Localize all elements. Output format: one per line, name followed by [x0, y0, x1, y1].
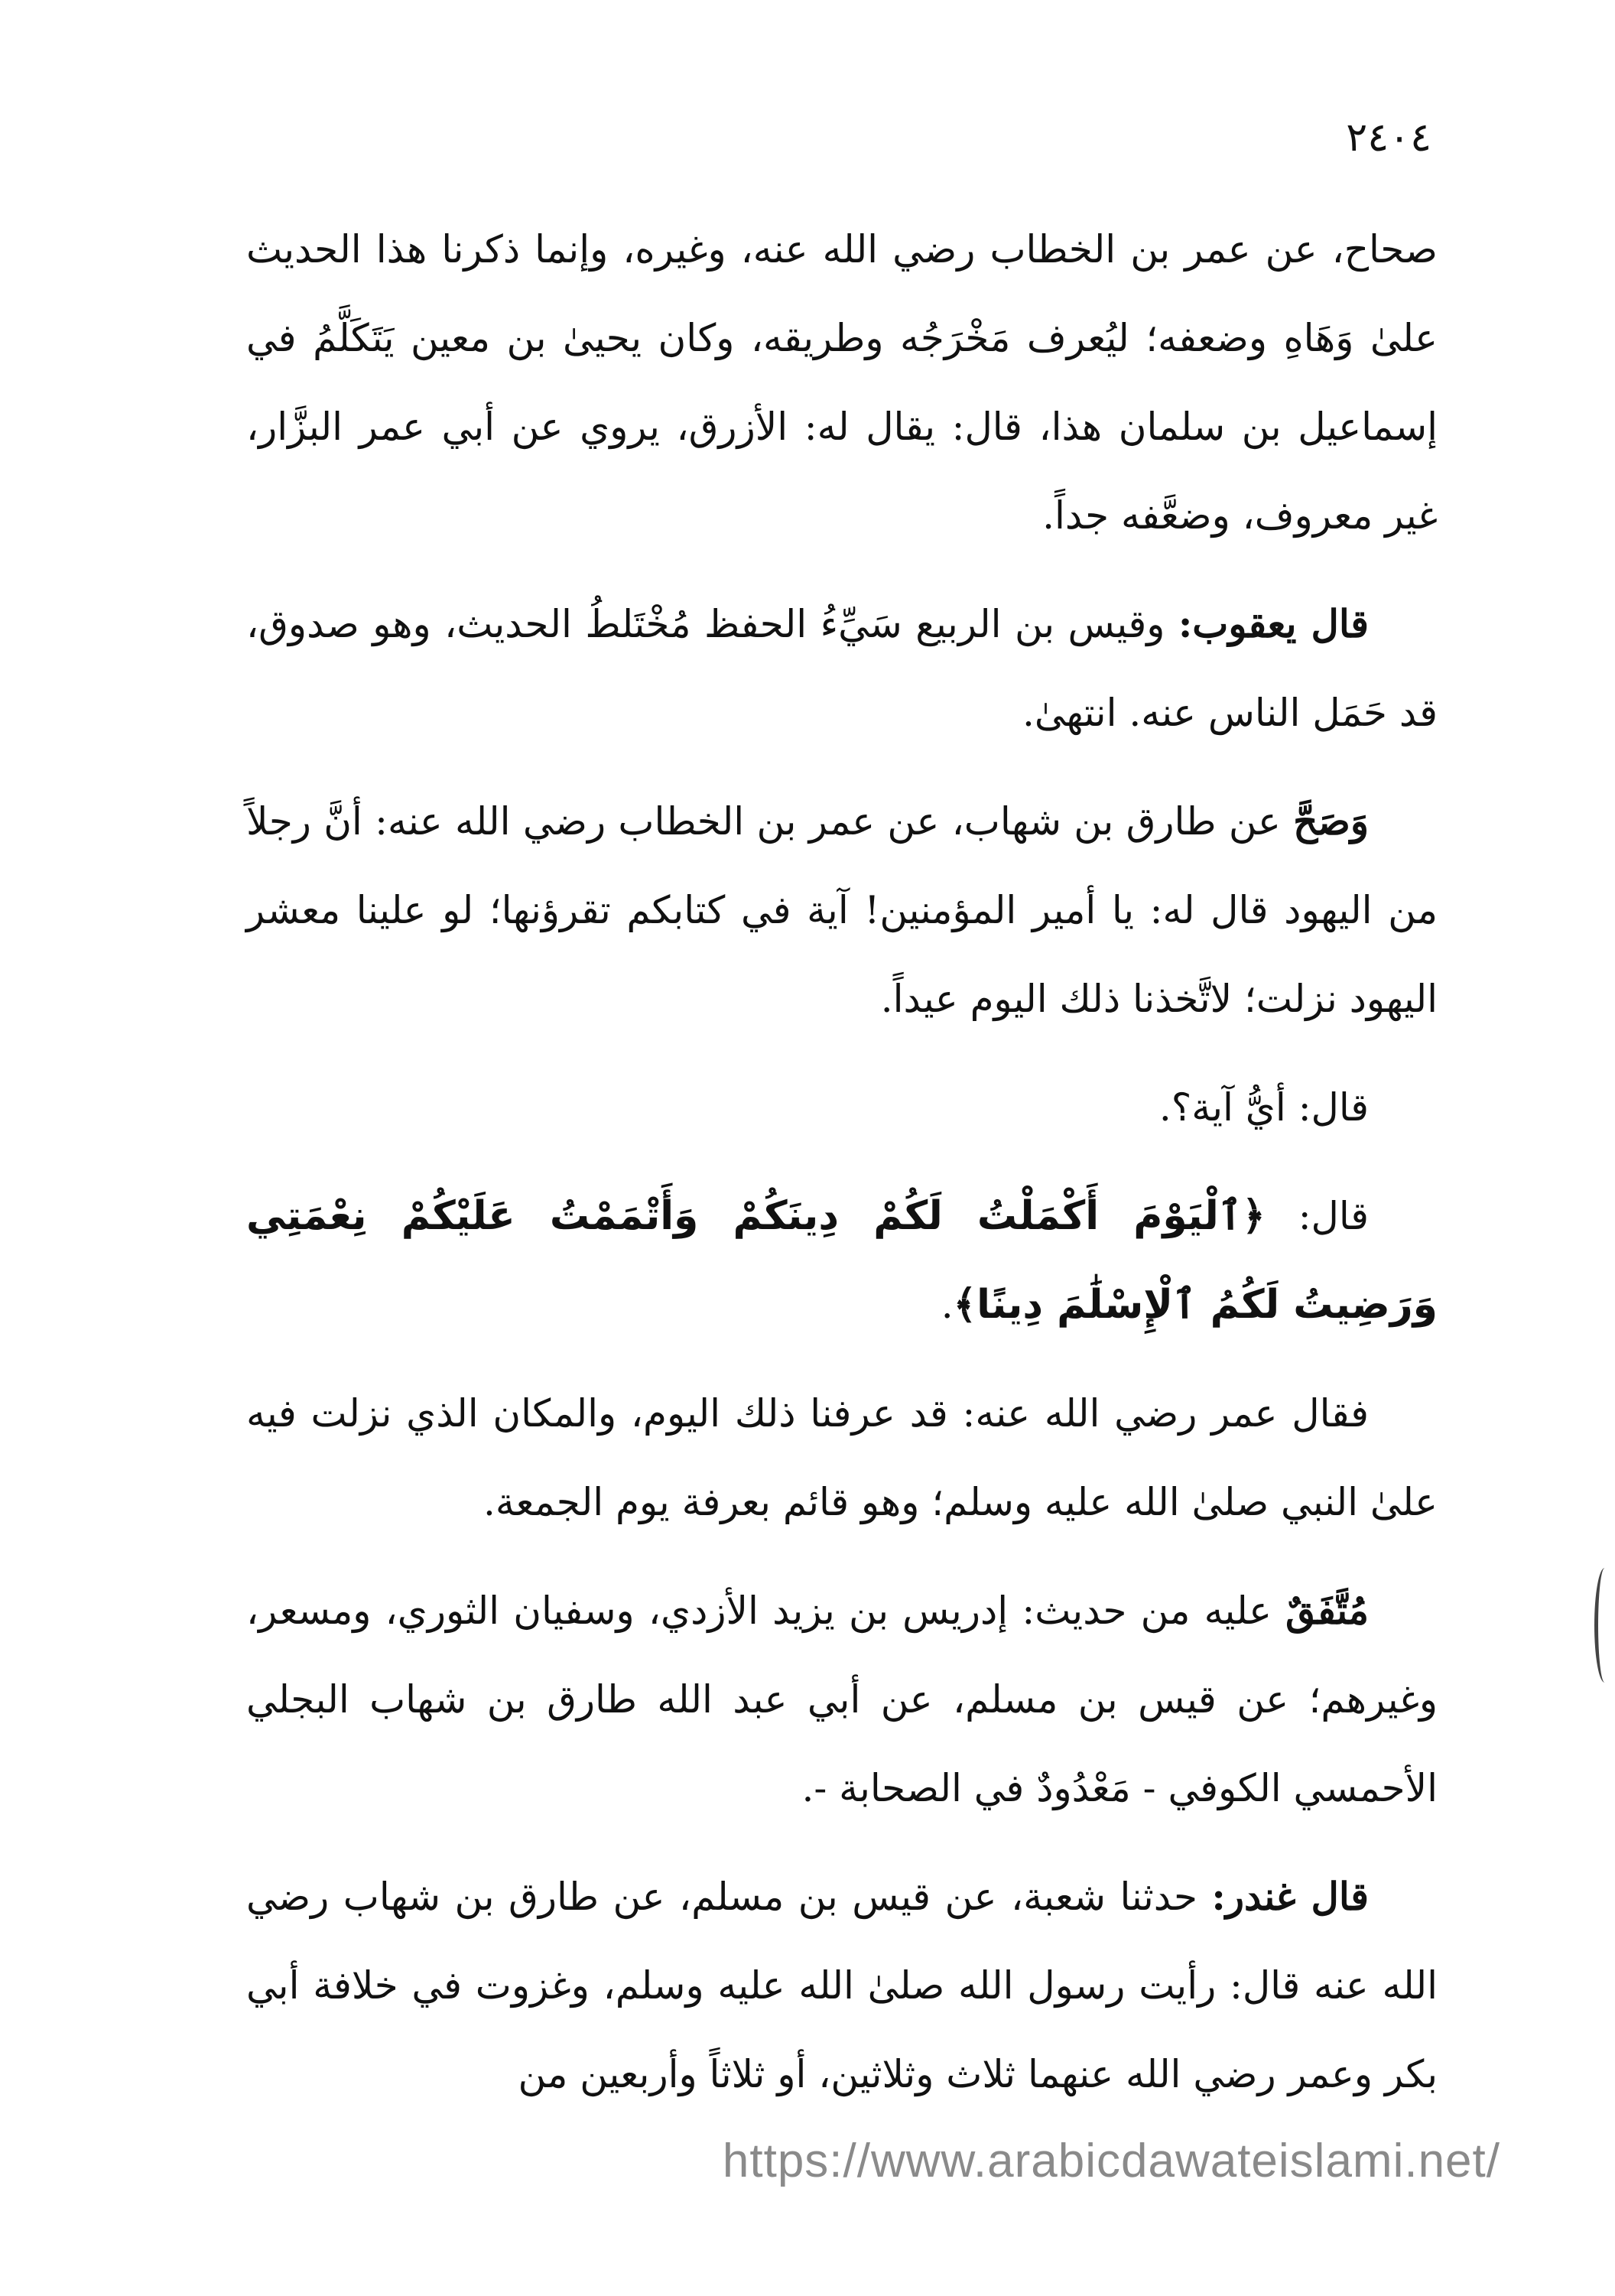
paragraph-4	[246, 1063, 1438, 1152]
paragraph-text: حدثنا شعبة، عن قيس بن مسلم، عن طارق بن شهاب رضي الله عنه قال: رأيت رسول الله صلىٰ الله عليه وسلم، وغزوت في خلافة أبي بكر وعمر رضي الله عنهما ثلاث وثلاثين، أو ثلاثاً وأربعين من	[246, 1875, 1438, 2096]
paragraph-lead: قال يعقوب:	[1178, 601, 1369, 646]
paragraph-5	[246, 1172, 1438, 1349]
paragraph-text: عليه من حديث: إدريس بن يزيد الأزدي، وسفيان الثوري، ومسعر، وغيرهم؛ عن قيس بن مسلم، عن أبي عبد الله طارق بن شهاب البجلي الأحمسي الكوفي - مَعْدُودٌ في الصحابة -.	[246, 1589, 1438, 1810]
paragraph-text: قال:	[1265, 1194, 1370, 1238]
scan-edge-mark	[1594, 1568, 1615, 1683]
paragraph-tail: .	[941, 1283, 954, 1327]
paragraph-text: وقيس بن الربيع سَيِّءُ الحفظ مُخْتَلطُ الحديث، وهو صدوق، قد حَمَل الناس عنه. انتهىٰ.	[246, 602, 1438, 735]
paragraph-2	[246, 580, 1438, 757]
page-number: ٢٤٠٤	[1346, 115, 1431, 161]
paragraph-3	[246, 777, 1438, 1043]
quran-verse: ﴿ٱلْيَوْمَ أَكْمَلْتُ لَكُمْ دِينَكُمْ وَأَتْمَمْتُ عَلَيْكُمْ نِعْمَتِي وَرَضِيتُ لَكُمُ ٱلْإِسْلَٰمَ دِينًا﴾	[246, 1193, 1438, 1328]
paragraph-lead: مُتَّفَقٌ	[1285, 1588, 1369, 1633]
paragraph-text: صحاح، عن عمر بن الخطاب رضي الله عنه، وغيره، وإنما ذكرنا هذا الحديث علىٰ وَهَاهِ وضعفه؛ ليُعرف مَخْرَجُه وطريقه، وكان يحيىٰ بن معين يَتَكَلَّمُ في إسماعيل بن سلمان هذا، قال: يقال له: الأزرق، يروي عن أبي عمر البزَّار، غير معروف، وضعَّفه جداً.	[246, 227, 1438, 538]
paragraph-1	[246, 205, 1438, 560]
source-url: https://www.arabicdawateislami.net/	[722, 2135, 1500, 2187]
paragraph-text: عن طارق بن شهاب، عن عمر بن الخطاب رضي الله عنه: أنَّ رجلاً من اليهود قال له: يا أمير المؤمنين! آية في كتابكم تقرؤنها؛ لو علينا معشر اليهود نزلت؛ لاتَّخذنا ذلك اليوم عيداً.	[246, 799, 1438, 1021]
paragraph-7	[246, 1566, 1438, 1833]
paragraph-text: قال: أيُّ آية؟.	[1158, 1085, 1369, 1130]
body-text	[246, 205, 1438, 2138]
paragraph-8	[246, 1852, 1438, 2119]
paragraph-6	[246, 1369, 1438, 1546]
paragraph-lead: وَصَحَّ	[1293, 798, 1369, 844]
paragraph-text: فقال عمر رضي الله عنه: قد عرفنا ذلك اليوم، والمكان الذي نزلت فيه علىٰ النبي صلىٰ الله عليه وسلم؛ وهو قائم بعرفة يوم الجمعة.	[246, 1391, 1438, 1524]
paragraph-lead: قال غندر:	[1211, 1874, 1369, 1919]
